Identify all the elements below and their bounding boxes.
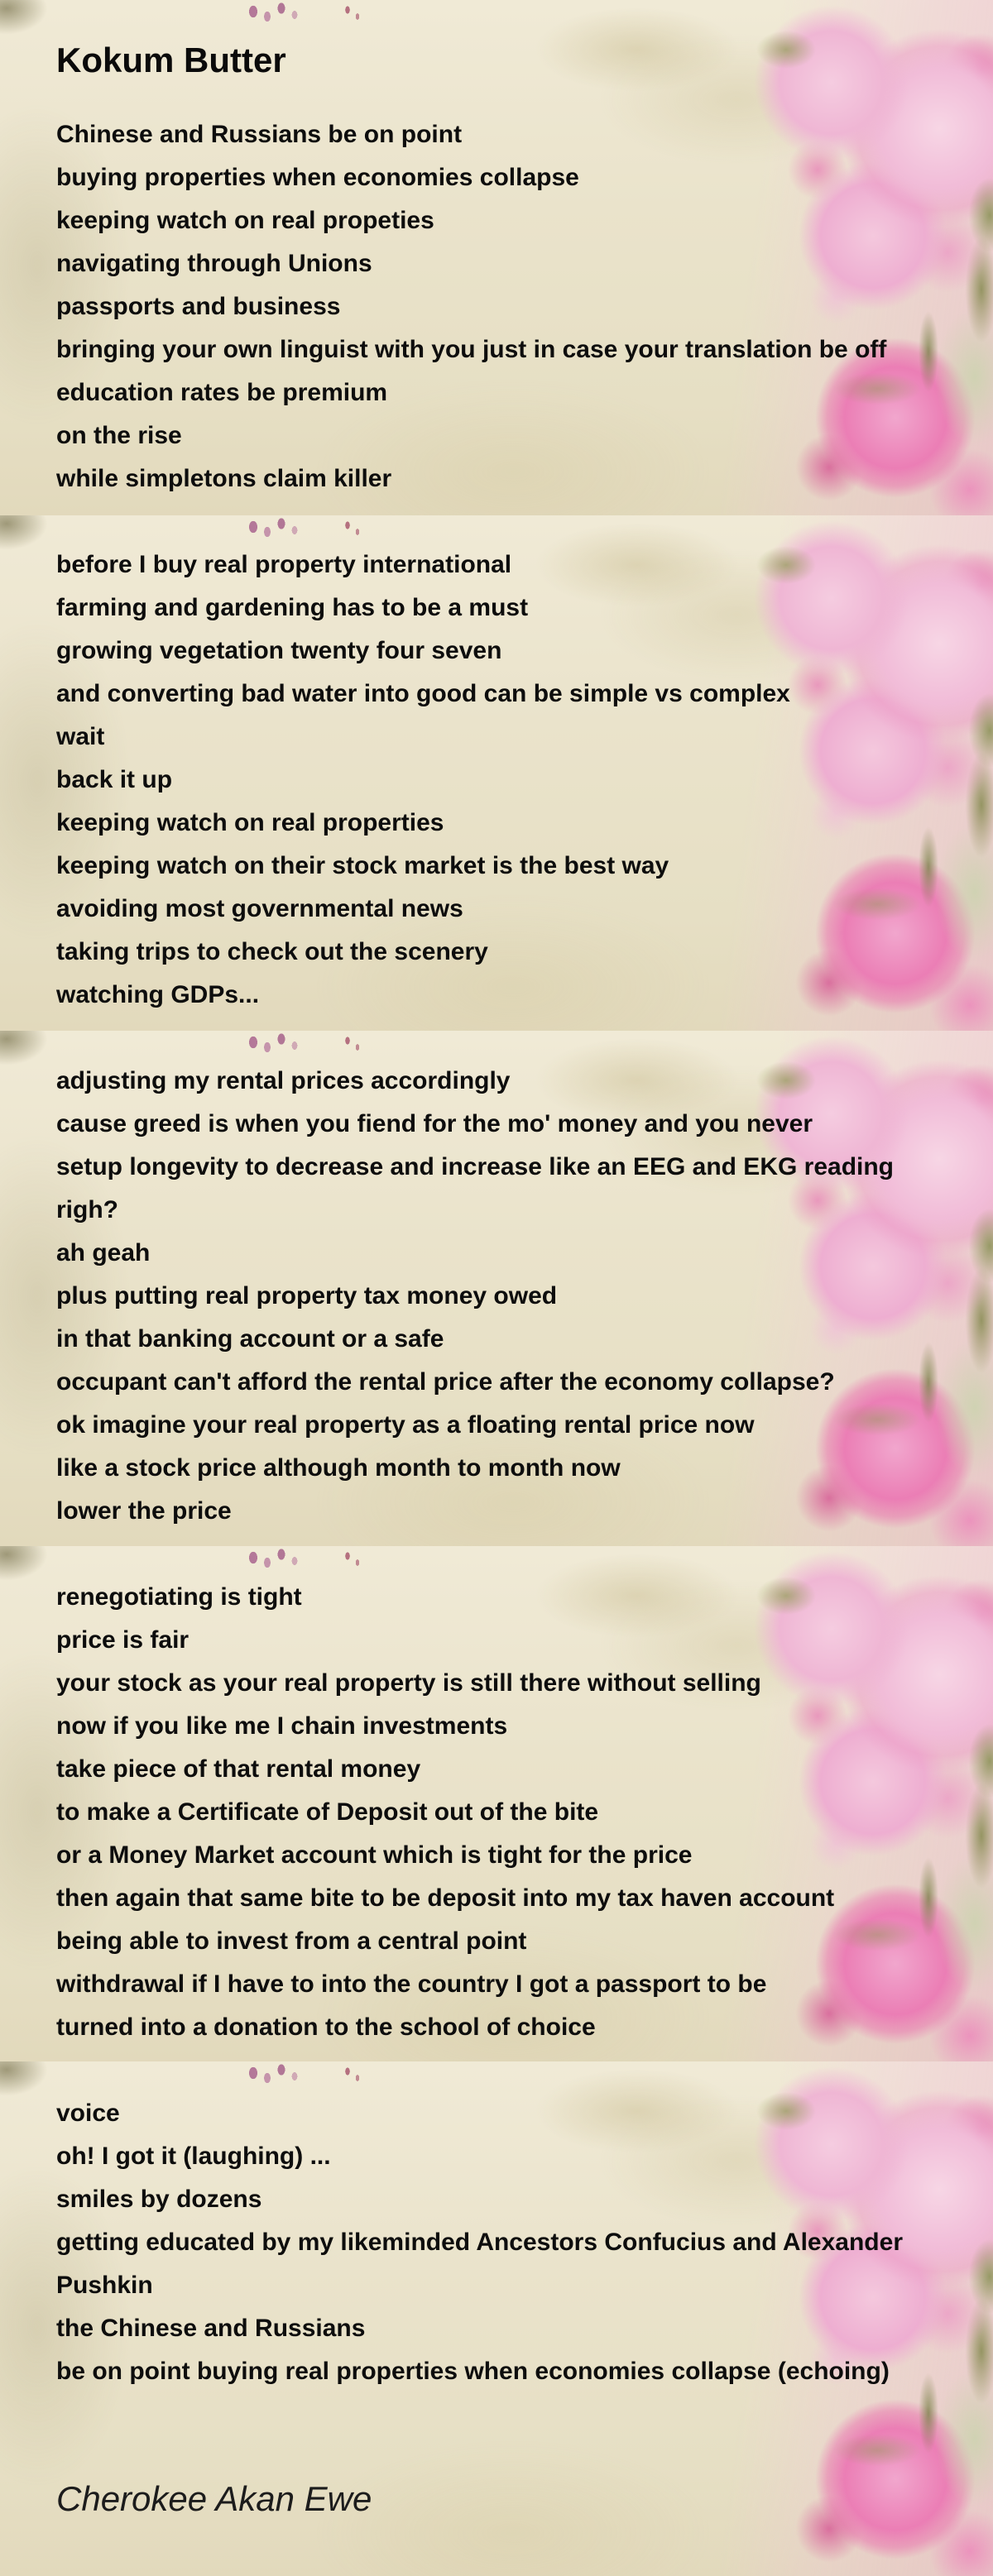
stanza-4: [56, 1576, 976, 2049]
poem-line: like a stock price although month to month now: [56, 1454, 621, 1482]
poem-line: Chinese and Russians be on point: [56, 121, 463, 148]
poem-line: growing vegetation twenty four seven: [56, 637, 502, 664]
poem-line: back it up: [56, 766, 173, 793]
poem-line: ok imagine your real property as a floating rental price now: [56, 1411, 755, 1439]
poem-line: while simpletons claim killer: [56, 465, 392, 492]
poem-line: watching GDPs...: [56, 981, 260, 1008]
stanza-3: [56, 1060, 976, 1533]
poem-line: wait: [56, 723, 105, 750]
poem-line: cause greed is when you fiend for the mo' money and you never: [56, 1110, 813, 1137]
poem-line: on the rise: [56, 422, 182, 449]
poem-line: education rates be premium: [56, 379, 388, 406]
poem-line: occupant can't afford the rental price after the economy collapse?: [56, 1368, 835, 1396]
poem-line: buying properties when economies collapse: [56, 164, 579, 191]
poem-line: ah geah: [56, 1239, 151, 1266]
poem-line: the Chinese and Russians: [56, 2315, 366, 2342]
poem-line: be on point buying real properties when economies collapse (echoing): [56, 2358, 890, 2385]
poem-line: righ?: [56, 1196, 118, 1223]
stanza-5: [56, 2092, 976, 2393]
poem-line: oh! I got it (laughing) ...: [56, 2143, 331, 2170]
poem-line: price is fair: [56, 1626, 189, 1654]
poem-line: and converting bad water into good can be simple vs complex: [56, 680, 790, 707]
poem-line: before I buy real property international: [56, 551, 512, 578]
poem-line: withdrawal if I have to into the country I got a passport to be: [56, 1970, 767, 1998]
poem-line: setup longevity to decrease and increase like an EEG and EKG reading: [56, 1153, 895, 1180]
poem-line: or a Money Market account which is tight for the price: [56, 1841, 693, 1869]
poem-title: Kokum Butter: [56, 41, 286, 79]
poem-line: passports and business: [56, 293, 341, 320]
poem-line: to make a Certificate of Deposit out of the bite: [56, 1798, 599, 1826]
poem-line: keeping watch on real properties: [56, 809, 444, 836]
stanza-2: [56, 543, 976, 1017]
poem-line: then again that same bite to be deposit into my tax haven account: [56, 1884, 835, 1912]
poem-line: your stock as your real property is still there without selling: [56, 1669, 761, 1697]
poem-line: adjusting my rental prices accordingly: [56, 1067, 511, 1094]
poem-line: taking trips to check out the scenery: [56, 938, 488, 965]
poem-line: smiles by dozens: [56, 2186, 262, 2213]
poem-line: in that banking account or a safe: [56, 1325, 444, 1353]
poem-line: being able to invest from a central point: [56, 1927, 527, 1955]
poem-line: lower the price: [56, 1497, 232, 1525]
poem-line: voice: [56, 2100, 120, 2127]
poem-author-signature: Cherokee Akan Ewe: [56, 2479, 372, 2518]
poem-line: getting educated by my likeminded Ancestors Confucius and Alexander: [56, 2229, 903, 2256]
poem-line: renegotiating is tight: [56, 1583, 302, 1611]
poem-line: navigating through Unions: [56, 250, 372, 277]
poem-line: plus putting real property tax money owed: [56, 1282, 558, 1310]
poem-line: keeping watch on real propeties: [56, 207, 434, 234]
poem-line: Pushkin: [56, 2272, 153, 2299]
poem-line: take piece of that rental money: [56, 1755, 421, 1783]
poem-line: avoiding most governmental news: [56, 895, 463, 922]
poem-line: farming and gardening has to be a must: [56, 594, 529, 621]
stanza-1: [56, 113, 976, 500]
poem-body: [56, 113, 976, 2436]
poem-line: bringing your own linguist with you just in case your translation be off: [56, 336, 887, 363]
poem-line: turned into a donation to the school of choice: [56, 2013, 596, 2041]
poem-line: now if you like me I chain investments: [56, 1712, 508, 1740]
poem-line: keeping watch on their stock market is the best way: [56, 852, 669, 879]
